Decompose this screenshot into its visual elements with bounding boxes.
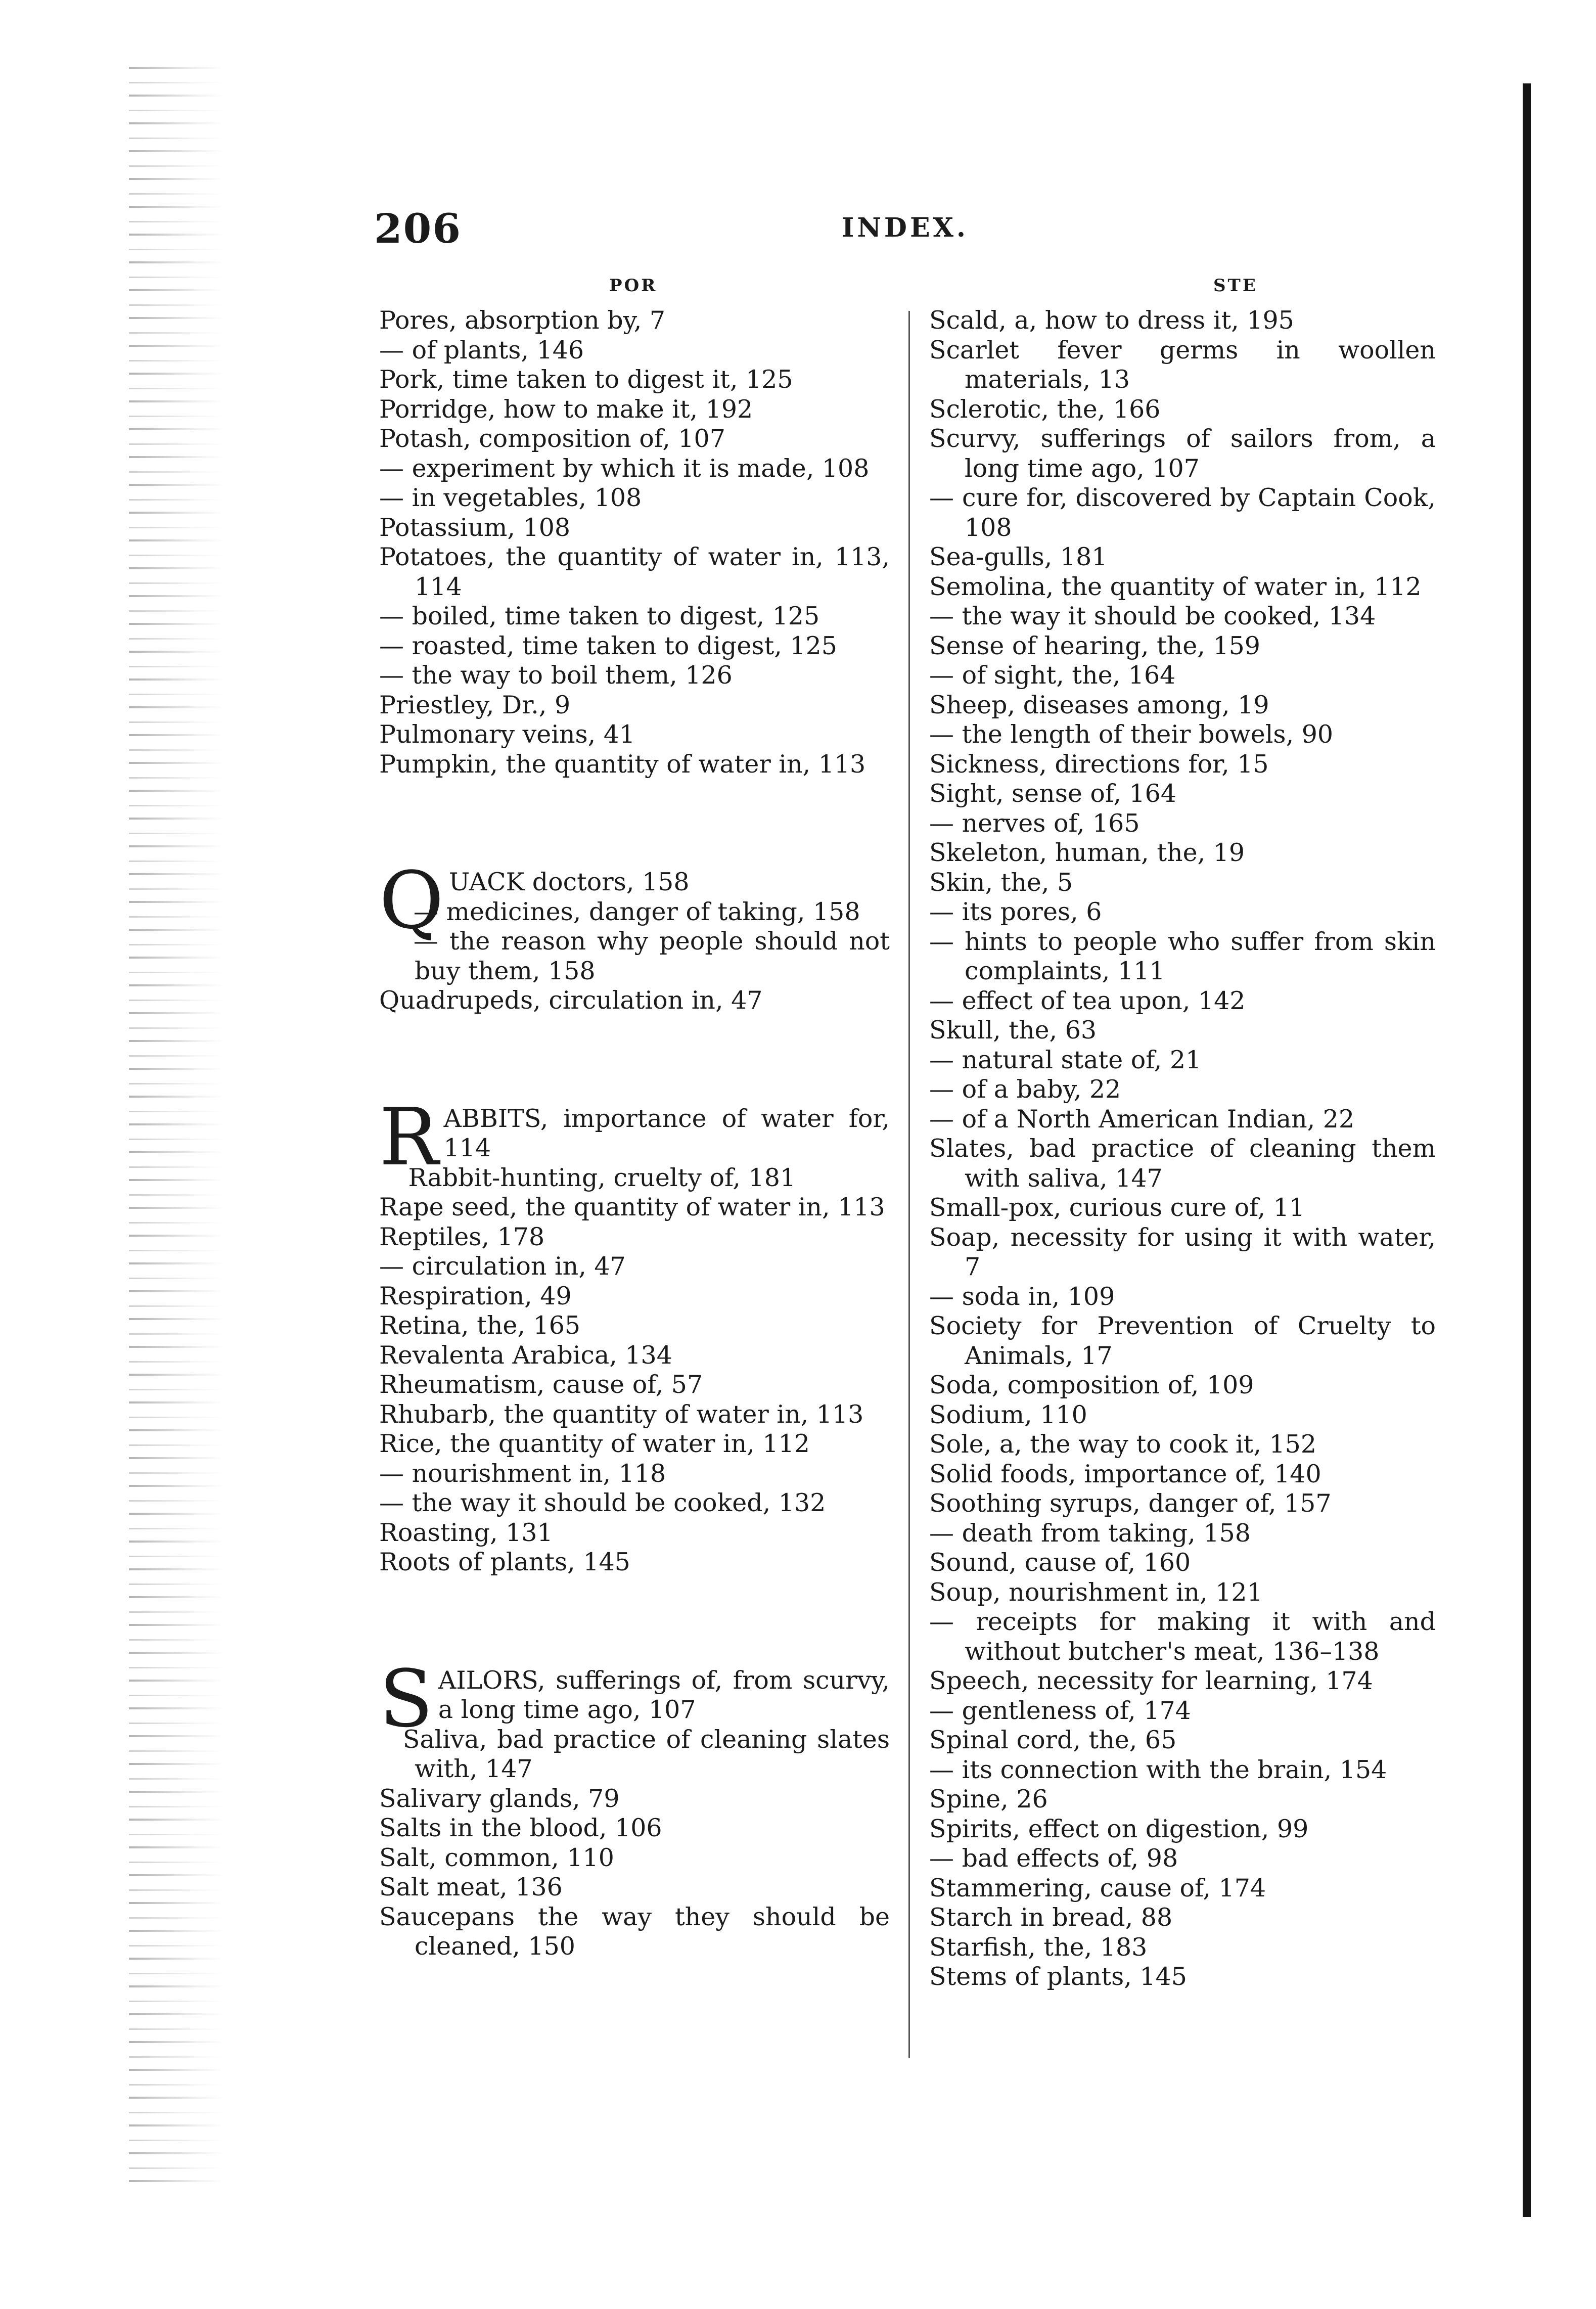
index-entry: Porridge, how to make it, 192 [379, 394, 753, 424]
index-entry: Sound, cause of, 160 [929, 1548, 1191, 1577]
index-entry: — natural state of, 21 [929, 1045, 1202, 1074]
index-entry: — roasted, time taken to digest, 125 [379, 631, 837, 660]
index-entry: Skin, the, 5 [929, 868, 1073, 897]
index-entry: Skull, the, 63 [929, 1016, 1097, 1045]
index-entry: — receipts for making it with and without butcher's meat, 136–138 [929, 1607, 1436, 1666]
index-entry: Retina, the, 165 [379, 1311, 581, 1340]
index-entry: Pumpkin, the quantity of water in, 113 [379, 749, 866, 779]
index-entry: Semolina, the quantity of water in, 112 [929, 572, 1422, 601]
index-entry: Sole, a, the way to cook it, 152 [929, 1430, 1317, 1459]
p-entries [379, 306, 890, 779]
index-entry: — the length of their bowels, 90 [929, 720, 1334, 749]
binding-shadow [129, 56, 225, 2194]
section-lead-text: ABBITS, importance of water for, 114 [443, 1104, 890, 1162]
index-entry: Pulmonary veins, 41 [379, 720, 635, 749]
index-entry: — of sight, the, 164 [929, 661, 1176, 690]
index-entry: — the way it should be cooked, 132 [379, 1488, 826, 1517]
index-entry: Saucepans the way they should be cleaned, 150 [379, 1902, 890, 1961]
index-entry: Starfish, the, 183 [929, 1932, 1148, 1962]
index-entry: — of a North American Indian, 22 [929, 1104, 1355, 1134]
index-entry: Potash, composition of, 107 [379, 424, 725, 453]
section-r [379, 1091, 890, 1577]
index-entry: — the reason why people should not buy them, 158 [413, 927, 890, 985]
index-entry: Society for Prevention of Cruelty to Animals, 17 [929, 1311, 1436, 1370]
index-entry: Sodium, 110 [929, 1400, 1087, 1429]
index-entry: Sickness, directions for, 15 [929, 749, 1269, 779]
index-entry: Salt, common, 110 [379, 1843, 614, 1872]
drop-cap-r: R [379, 1091, 439, 1183]
right-column [929, 306, 1436, 1992]
index-entry: — hints to people who suffer from skin complaints, 111 [929, 927, 1436, 985]
section-q [379, 854, 890, 1016]
index-entry: Pork, time taken to digest it, 125 [379, 365, 793, 394]
index-entry: Soap, necessity for using it with water, 7 [929, 1223, 1436, 1281]
index-entry: Starch in bread, 88 [929, 1903, 1173, 1932]
index-entry: Soup, nourishment in, 121 [929, 1577, 1263, 1607]
index-entry: Roots of plants, 145 [379, 1548, 630, 1576]
left-column-head: POR [609, 276, 658, 296]
section-lead-entry [379, 1652, 890, 1745]
index-entry: Spine, 26 [929, 1785, 1048, 1814]
index-entry: Slates, bad practice of cleaning them with saliva, 147 [929, 1134, 1436, 1193]
index-entry: — soda in, 109 [929, 1282, 1115, 1311]
index-entry: Saliva, bad practice of cleaning slates with, 147 [402, 1725, 890, 1783]
index-entry: — the way it should be cooked, 134 [929, 602, 1376, 630]
index-entry: — medicines, danger of taking, 158 [413, 897, 860, 926]
section-lead-text: AILORS, sufferings of, from scurvy, a long time ago, 107 [438, 1665, 890, 1724]
index-entry: Soothing syrups, danger of, 157 [929, 1489, 1332, 1518]
drop-cap-s: S [379, 1652, 433, 1745]
index-entry: Scald, a, how to dress it, 195 [929, 306, 1294, 335]
index-entry: Rabbit-hunting, cruelty of, 181 [408, 1163, 796, 1192]
right-column-head: STE [1213, 276, 1258, 296]
index-entry: — death from taking, 158 [929, 1518, 1251, 1548]
index-entry: — nerves of, 165 [929, 808, 1140, 838]
index-entry: — cure for, discovered by Captain Cook, 108 [929, 483, 1436, 542]
index-entry: Priestley, Dr., 9 [379, 690, 571, 719]
index-entry: — circulation in, 47 [379, 1252, 626, 1281]
index-entry: — its connection with the brain, 154 [929, 1755, 1387, 1784]
index-entry: Scurvy, sufferings of sailors from, a long time ago, 107 [929, 424, 1436, 483]
index-entry: Sense of hearing, the, 159 [929, 631, 1260, 660]
index-entry: Soda, composition of, 109 [929, 1371, 1254, 1399]
index-entry: Spirits, effect on digestion, 99 [929, 1814, 1309, 1843]
index-entry: — experiment by which it is made, 108 [379, 454, 870, 483]
index-entry: — of plants, 146 [379, 335, 584, 365]
index-entry: Speech, necessity for learning, 174 [929, 1666, 1373, 1695]
index-entry: Reptiles, 178 [379, 1222, 545, 1251]
index-entry: Rice, the quantity of water in, 112 [379, 1429, 810, 1458]
index-entry: Salivary glands, 79 [379, 1784, 620, 1813]
index-entry: Scarlet fever germs in woollen materials, 13 [929, 335, 1436, 394]
index-entry: Rape seed, the quantity of water in, 113 [379, 1193, 885, 1221]
index-entry: — boiled, time taken to digest, 125 [379, 602, 820, 630]
index-entry: Pores, absorption by, 7 [379, 306, 666, 335]
index-entry: — nourishment in, 118 [379, 1459, 666, 1488]
index-entry: Potassium, 108 [379, 513, 571, 542]
index-entry: Sheep, diseases among, 19 [929, 690, 1269, 719]
index-entry: Solid foods, importance of, 140 [929, 1459, 1321, 1488]
index-entry: Respiration, 49 [379, 1281, 572, 1310]
index-entry: Revalenta Arabica, 134 [379, 1340, 672, 1370]
index-entry: Potatoes, the quantity of water in, 113, 114 [379, 542, 890, 601]
index-entry: Spinal cord, the, 65 [929, 1726, 1177, 1754]
index-entry: — its pores, 6 [929, 897, 1102, 926]
index-entry: Roasting, 131 [379, 1518, 553, 1547]
index-entry: — bad effects of, 98 [929, 1844, 1178, 1873]
section-lead-text: UACK doctors, 158 [448, 868, 690, 896]
running-head: INDEX. [842, 212, 969, 243]
page-edge-rule [1523, 83, 1531, 2217]
index-entry: — in vegetables, 108 [379, 483, 642, 512]
index-entry: Rheumatism, cause of, 57 [379, 1370, 703, 1399]
index-entry: — of a baby, 22 [929, 1075, 1121, 1104]
index-entry: Sight, sense of, 164 [929, 779, 1176, 808]
section-s [379, 1652, 890, 1962]
index-entry: Salt meat, 136 [379, 1873, 563, 1901]
index-entry: Stammering, cause of, 174 [929, 1873, 1266, 1903]
index-entry: Skeleton, human, the, 19 [929, 838, 1245, 867]
page-number: 206 [374, 205, 462, 252]
index-entry: Quadrupeds, circulation in, 47 [379, 986, 763, 1015]
left-column [379, 306, 890, 1962]
index-entry: — the way to boil them, 126 [379, 661, 733, 690]
index-entry: Stems of plants, 145 [929, 1962, 1187, 1991]
index-entry: Small-pox, curious cure of, 11 [929, 1193, 1305, 1222]
index-entry: — gentleness of, 174 [929, 1696, 1191, 1725]
column-divider [908, 311, 910, 2058]
index-entry: Sea-gulls, 181 [929, 542, 1108, 571]
index-entry: Rhubarb, the quantity of water in, 113 [379, 1399, 864, 1429]
index-entry: — effect of tea upon, 142 [929, 986, 1246, 1015]
index-entry: Sclerotic, the, 166 [929, 394, 1161, 424]
drop-cap-q: Q [379, 854, 444, 946]
index-entry: Salts in the blood, 106 [379, 1814, 662, 1842]
